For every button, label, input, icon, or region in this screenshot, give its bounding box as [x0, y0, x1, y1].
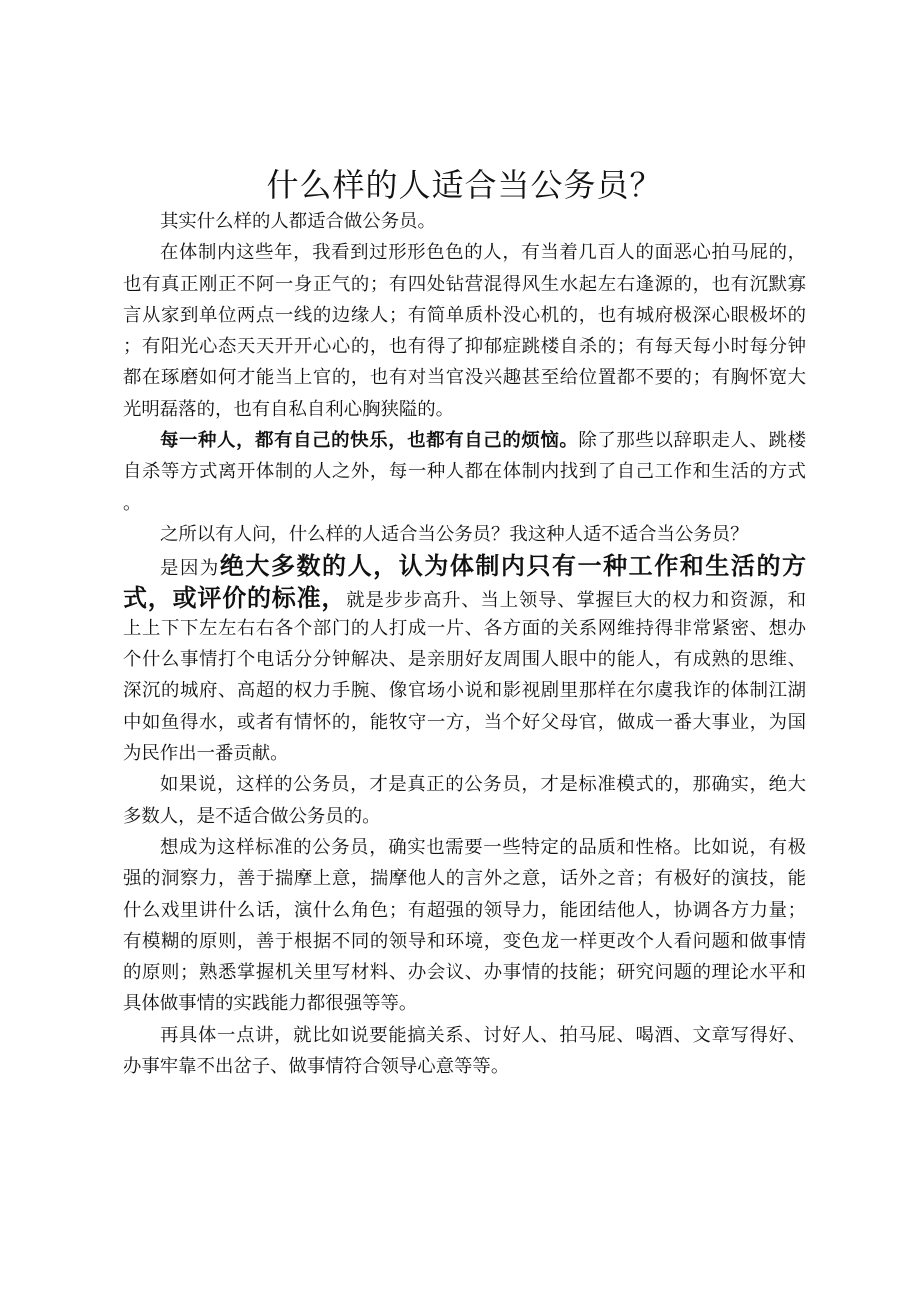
- text-line: [123, 488, 806, 519]
- text-run: 想成为这样标准的公务员，确实也需要一些特定的品质和性格。比如说，有极: [160, 836, 806, 858]
- text-line: [123, 425, 806, 456]
- text-line: [123, 988, 806, 1019]
- text-line: [123, 300, 806, 331]
- text-line: [123, 582, 806, 613]
- text-run: 多数人，是不适合做公务员的。: [123, 805, 381, 827]
- document-page: [123, 166, 806, 1082]
- text-line: [123, 1051, 806, 1082]
- text-run: 自杀等方式离开体制的人之外，每一种人都在体制内找到了自己工作和生活的方式: [123, 461, 806, 483]
- text-run: 的原则；熟悉掌握机关里写材料、办会议、办事情的技能；研究问题的理论水平和: [123, 962, 806, 984]
- document-title: 什么样的人适合当公务员？: [266, 166, 663, 204]
- text-line: [123, 394, 806, 425]
- text-run: 如果说，这样的公务员，才是真正的公务员，才是标准模式的，那确实，绝大: [160, 774, 806, 796]
- emphasized-text: 式，或评价的标准，: [123, 582, 347, 612]
- text-run: 是因为: [160, 558, 220, 580]
- text-run: 在体制内这些年，我看到过形形色色的人，有当着几百人的面恶心拍马屁的，: [160, 242, 806, 264]
- text-line: [123, 957, 806, 988]
- text-line: [123, 832, 806, 863]
- paragraph: [123, 206, 806, 237]
- text-run: 有模糊的原则，善于根据不同的领导和环境，变色龙一样更改个人看问题和做事情: [123, 930, 806, 952]
- text-run: 再具体一点讲，就比如说要能搞关系、讨好人、拍马屁、喝酒、文章写得好、: [160, 1024, 806, 1046]
- text-run: 言从家到单位两点一线的边缘人；有简单质朴没心机的，也有城府极深心眼极坏的: [123, 304, 806, 326]
- paragraph: [123, 1020, 806, 1083]
- text-run: 为民作出一番贡献。: [123, 743, 289, 765]
- emphasized-text: 绝大多数的人，认为体制内只有一种工作和生活的方: [219, 551, 806, 581]
- text-run: 强的洞察力，善于揣摩上意，揣摩他人的言外之意，话外之音；有极好的演技，能: [123, 868, 806, 890]
- text-line: [123, 1020, 806, 1051]
- text-run: 办事牢靠不出岔子、做事情符合领导心意等等。: [123, 1056, 510, 1078]
- text-line: [123, 331, 806, 362]
- text-run: ；有阳光心态天天开开心心的，也有得了抑郁症跳楼自杀的；有每天每小时每分钟: [123, 336, 806, 358]
- text-run: 其实什么样的人都适合做公务员。: [160, 211, 436, 232]
- text-run: 什么戏里讲什么话，演什么角色；有超强的领导力，能团结他人，协调各方力量；: [123, 899, 806, 921]
- text-line: [123, 206, 806, 237]
- document-body: [123, 206, 806, 1082]
- text-run: 之所以有人问，什么样的人适合当公务员？我这种人适不适合当公务员？: [160, 523, 749, 545]
- text-run: 上上下下左左右右各个部门的人打成一片、各方面的关系网维持得非常紧密、想办: [123, 617, 806, 639]
- paragraph: [123, 769, 806, 832]
- text-run: 深沉的城府、高超的权力手腕、像官场小说和影视剧里那样在尔虞我诈的体制江湖: [123, 680, 806, 702]
- text-line: [123, 895, 806, 926]
- text-line: [123, 362, 806, 393]
- text-run: 。: [123, 492, 142, 514]
- text-line: [123, 707, 806, 738]
- text-run: 具体做事情的实践能力都很强等等。: [123, 993, 418, 1015]
- text-line: [123, 519, 806, 550]
- text-line: [123, 269, 806, 300]
- text-line: [123, 863, 806, 894]
- text-run: 个什么事情打个电话分分钟解决、是亲朋好友周围人眼中的能人，有成熟的思维、: [123, 649, 806, 671]
- text-run: 光明磊落的，也有自私自利心胸狭隘的。: [123, 398, 455, 420]
- text-line: [123, 237, 806, 268]
- text-run: 也有真正刚正不阿一身正气的；有四处钻营混得风生水起左右逢源的，也有沉默寡: [123, 273, 806, 295]
- text-line: [123, 550, 806, 581]
- emphasized-text: 每一种人，都有自己的快乐，也都有自己的烦恼。: [160, 430, 579, 452]
- paragraph: [123, 550, 806, 769]
- text-line: [123, 801, 806, 832]
- paragraph: [123, 832, 806, 1020]
- paragraph: [123, 237, 806, 425]
- text-line: [123, 738, 806, 769]
- paragraph: [123, 519, 806, 550]
- text-run: 都在琢磨如何才能当上官的，也有对当官没兴趣甚至给位置都不要的；有胸怀宽大: [123, 367, 806, 389]
- text-run: 就是步步高升、当上领导、掌握巨大的权力和资源，和: [346, 589, 806, 611]
- text-line: [123, 644, 806, 675]
- text-line: [123, 613, 806, 644]
- text-line: [123, 926, 806, 957]
- text-line: [123, 456, 806, 487]
- text-run: 除了那些以辞职走人、跳楼: [578, 430, 806, 452]
- text-run: 中如鱼得水，或者有情怀的，能牧守一方，当个好父母官，做成一番大事业，为国: [123, 711, 806, 733]
- paragraph: [123, 425, 806, 519]
- text-line: [123, 675, 806, 706]
- text-line: [123, 769, 806, 800]
